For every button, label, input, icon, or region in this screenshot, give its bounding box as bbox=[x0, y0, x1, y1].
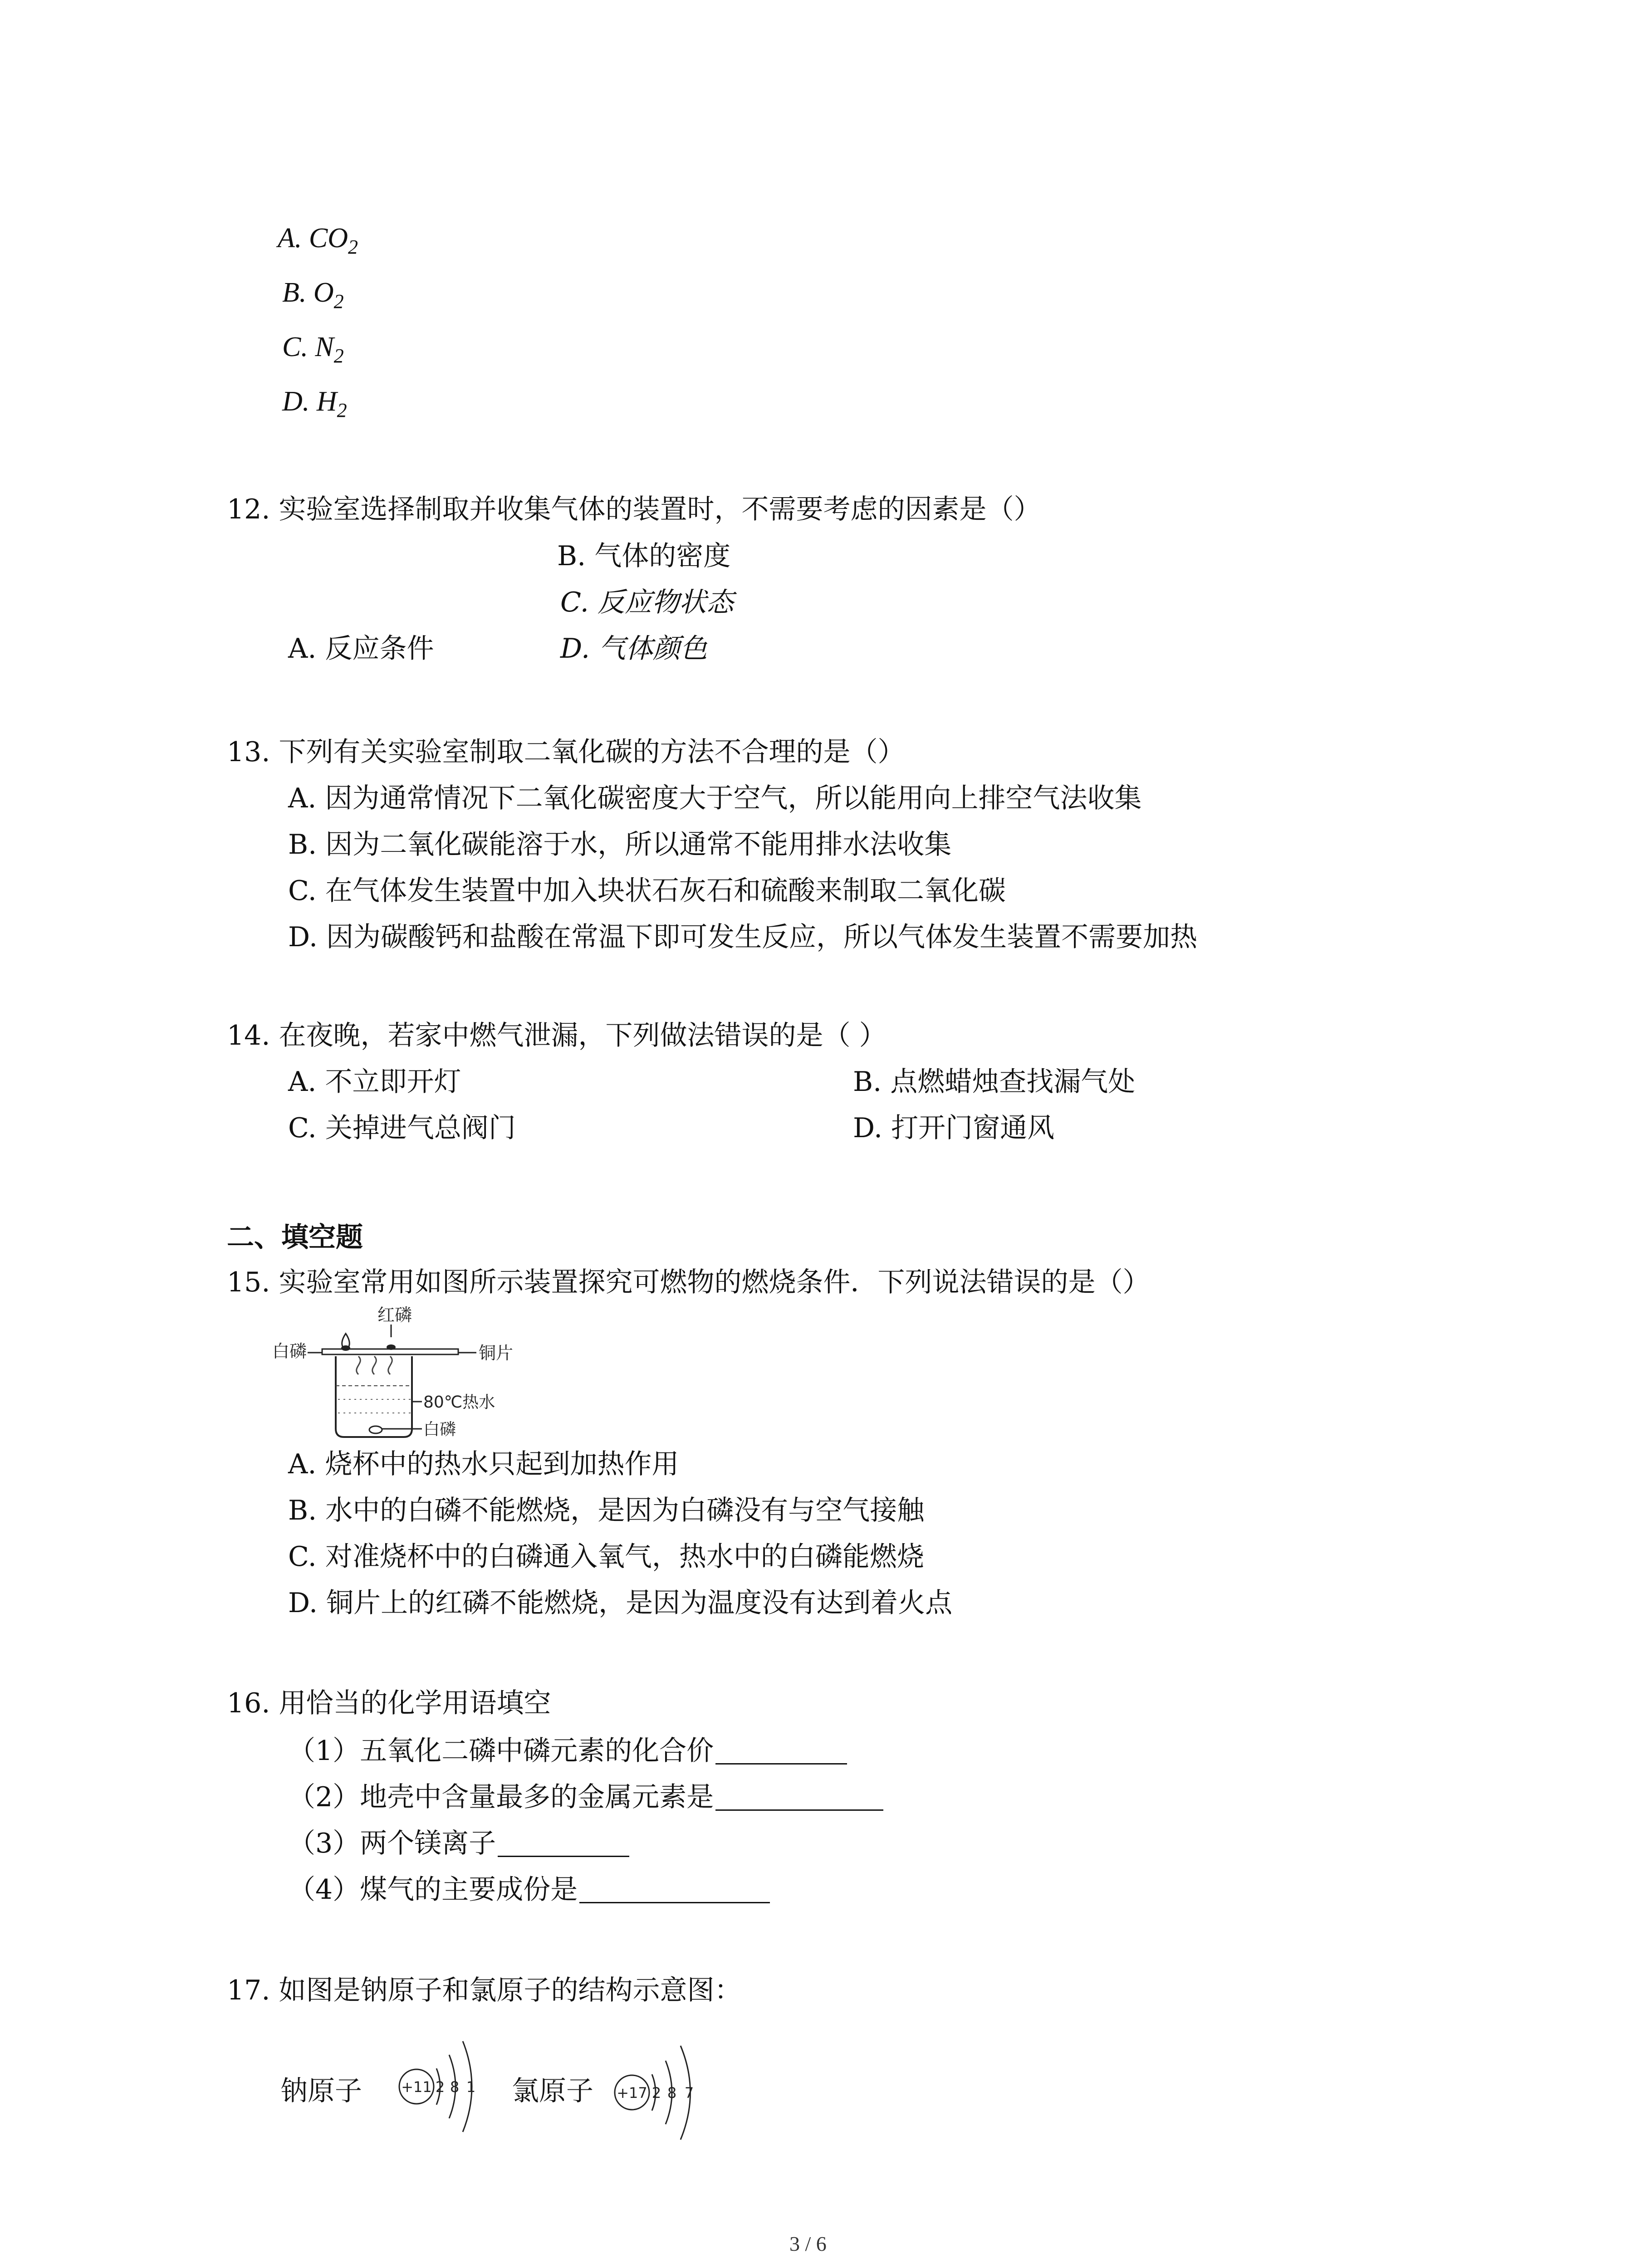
q12-stem: 12. 实验室选择制取并收集气体的装置时，不需要考虑的因素是（） bbox=[227, 494, 1041, 525]
na-nucleus-charge: +11 bbox=[401, 2078, 432, 2096]
q16-item-2: （2）地壳中含量最多的金属元素是 bbox=[288, 1782, 883, 1811]
q17-stem: 17. 如图是钠原子和氯原子的结构示意图： bbox=[227, 1975, 742, 2006]
chlorine-atom-diagram bbox=[610, 2034, 719, 2148]
q14-option-c: C. 关掉进气总阀门 bbox=[288, 1112, 516, 1144]
page-number: 3 / 6 bbox=[789, 2232, 827, 2255]
na-shell-1: 2 bbox=[435, 2078, 445, 2096]
beaker bbox=[336, 1356, 412, 1437]
q16-item-3: （3）两个镁离子 bbox=[288, 1828, 629, 1857]
q16-item-4: （4）煤气的主要成份是 bbox=[288, 1875, 770, 1903]
q14-option-b: B. 点燃蜡烛查找漏气处 bbox=[853, 1066, 1136, 1098]
label-red-phosphorus: 红磷 bbox=[377, 1305, 412, 1325]
answer-blank bbox=[715, 1736, 847, 1765]
q12-option-d: D. 气体颜色 bbox=[560, 633, 708, 665]
cl-nucleus-charge: +17 bbox=[617, 2084, 647, 2102]
combustion-experiment-figure bbox=[272, 1302, 526, 1442]
q14-option-d: D. 打开门窗通风 bbox=[853, 1112, 1055, 1144]
q11-option-c: C. $N_2$ bbox=[282, 332, 344, 367]
q15-option-b: B. 水中的白磷不能燃烧，是因为白磷没有与空气接触 bbox=[288, 1495, 925, 1526]
na-shell-3: 1 bbox=[466, 2078, 476, 2096]
q15-option-c: C. 对准烧杯中的白磷通入氧气，热水中的白磷能燃烧 bbox=[288, 1541, 924, 1573]
sodium-atom-label: 钠原子 bbox=[280, 2075, 362, 2107]
q14-stem: 14. 在夜晚，若家中燃气泄漏，下列做法错误的是（ ） bbox=[227, 1020, 887, 1051]
cl-shell-1: 2 bbox=[652, 2084, 661, 2102]
q16-stem: 16. 用恰当的化学用语填空 bbox=[227, 1687, 551, 1719]
q11-option-a: A. $CO_2$ bbox=[278, 223, 358, 258]
label-hot-water: 80℃热水 bbox=[423, 1393, 495, 1412]
q13-option-b: B. 因为二氧化碳能溶于水，所以通常不能用排水法收集 bbox=[288, 829, 952, 860]
q15-option-d: D. 铜片上的红磷不能燃烧，是因为温度没有达到着火点 bbox=[288, 1587, 953, 1619]
q12-option-b: B. 气体的密度 bbox=[557, 540, 731, 572]
q12-option-a: A. 反应条件 bbox=[288, 633, 434, 665]
label-white-phosphorus-top: 白磷 bbox=[272, 1341, 307, 1361]
answer-blank bbox=[579, 1875, 770, 1903]
q13-option-d: D. 因为碳酸钙和盐酸在常温下即可发生反应，所以气体发生装置不需要加热 bbox=[288, 921, 1198, 953]
q15-option-a: A. 烧杯中的热水只起到加热作用 bbox=[288, 1448, 679, 1480]
cl-shell-3: 7 bbox=[684, 2084, 694, 2102]
q13-option-c: C. 在气体发生装置中加入块状石灰石和硫酸来制取二氧化碳 bbox=[288, 875, 1006, 907]
q15-stem: 15. 实验室常用如图所示装置探究可燃物的燃烧条件．下列说法错误的是（） bbox=[227, 1266, 1150, 1298]
sodium-atom-diagram bbox=[395, 2034, 495, 2139]
q13-option-a: A. 因为通常情况下二氧化碳密度大于空气，所以能用向上排空气法收集 bbox=[288, 782, 1142, 814]
na-shell-2: 8 bbox=[450, 2078, 460, 2096]
q13-stem: 13. 下列有关实验室制取二氧化碳的方法不合理的是（） bbox=[227, 736, 905, 768]
q16-item-1: （1）五氧化二磷中磷元素的化合价 bbox=[288, 1736, 847, 1765]
answer-blank bbox=[498, 1828, 629, 1857]
label-copper: 铜片 bbox=[479, 1343, 514, 1363]
q11-option-d: D. $H_2$ bbox=[282, 386, 347, 421]
section-heading: 二、填空题 bbox=[227, 1222, 363, 1253]
q14-option-a: A. 不立即开灯 bbox=[288, 1066, 461, 1098]
q12-option-c: C. 反应物状态 bbox=[560, 587, 734, 618]
chlorine-atom-label: 氯原子 bbox=[512, 2075, 593, 2107]
cl-shell-2: 8 bbox=[667, 2084, 677, 2102]
q11-option-b: B. $O_2$ bbox=[282, 277, 344, 313]
answer-blank bbox=[715, 1782, 883, 1811]
label-white-phosphorus-bottom: 白磷 bbox=[423, 1420, 456, 1439]
